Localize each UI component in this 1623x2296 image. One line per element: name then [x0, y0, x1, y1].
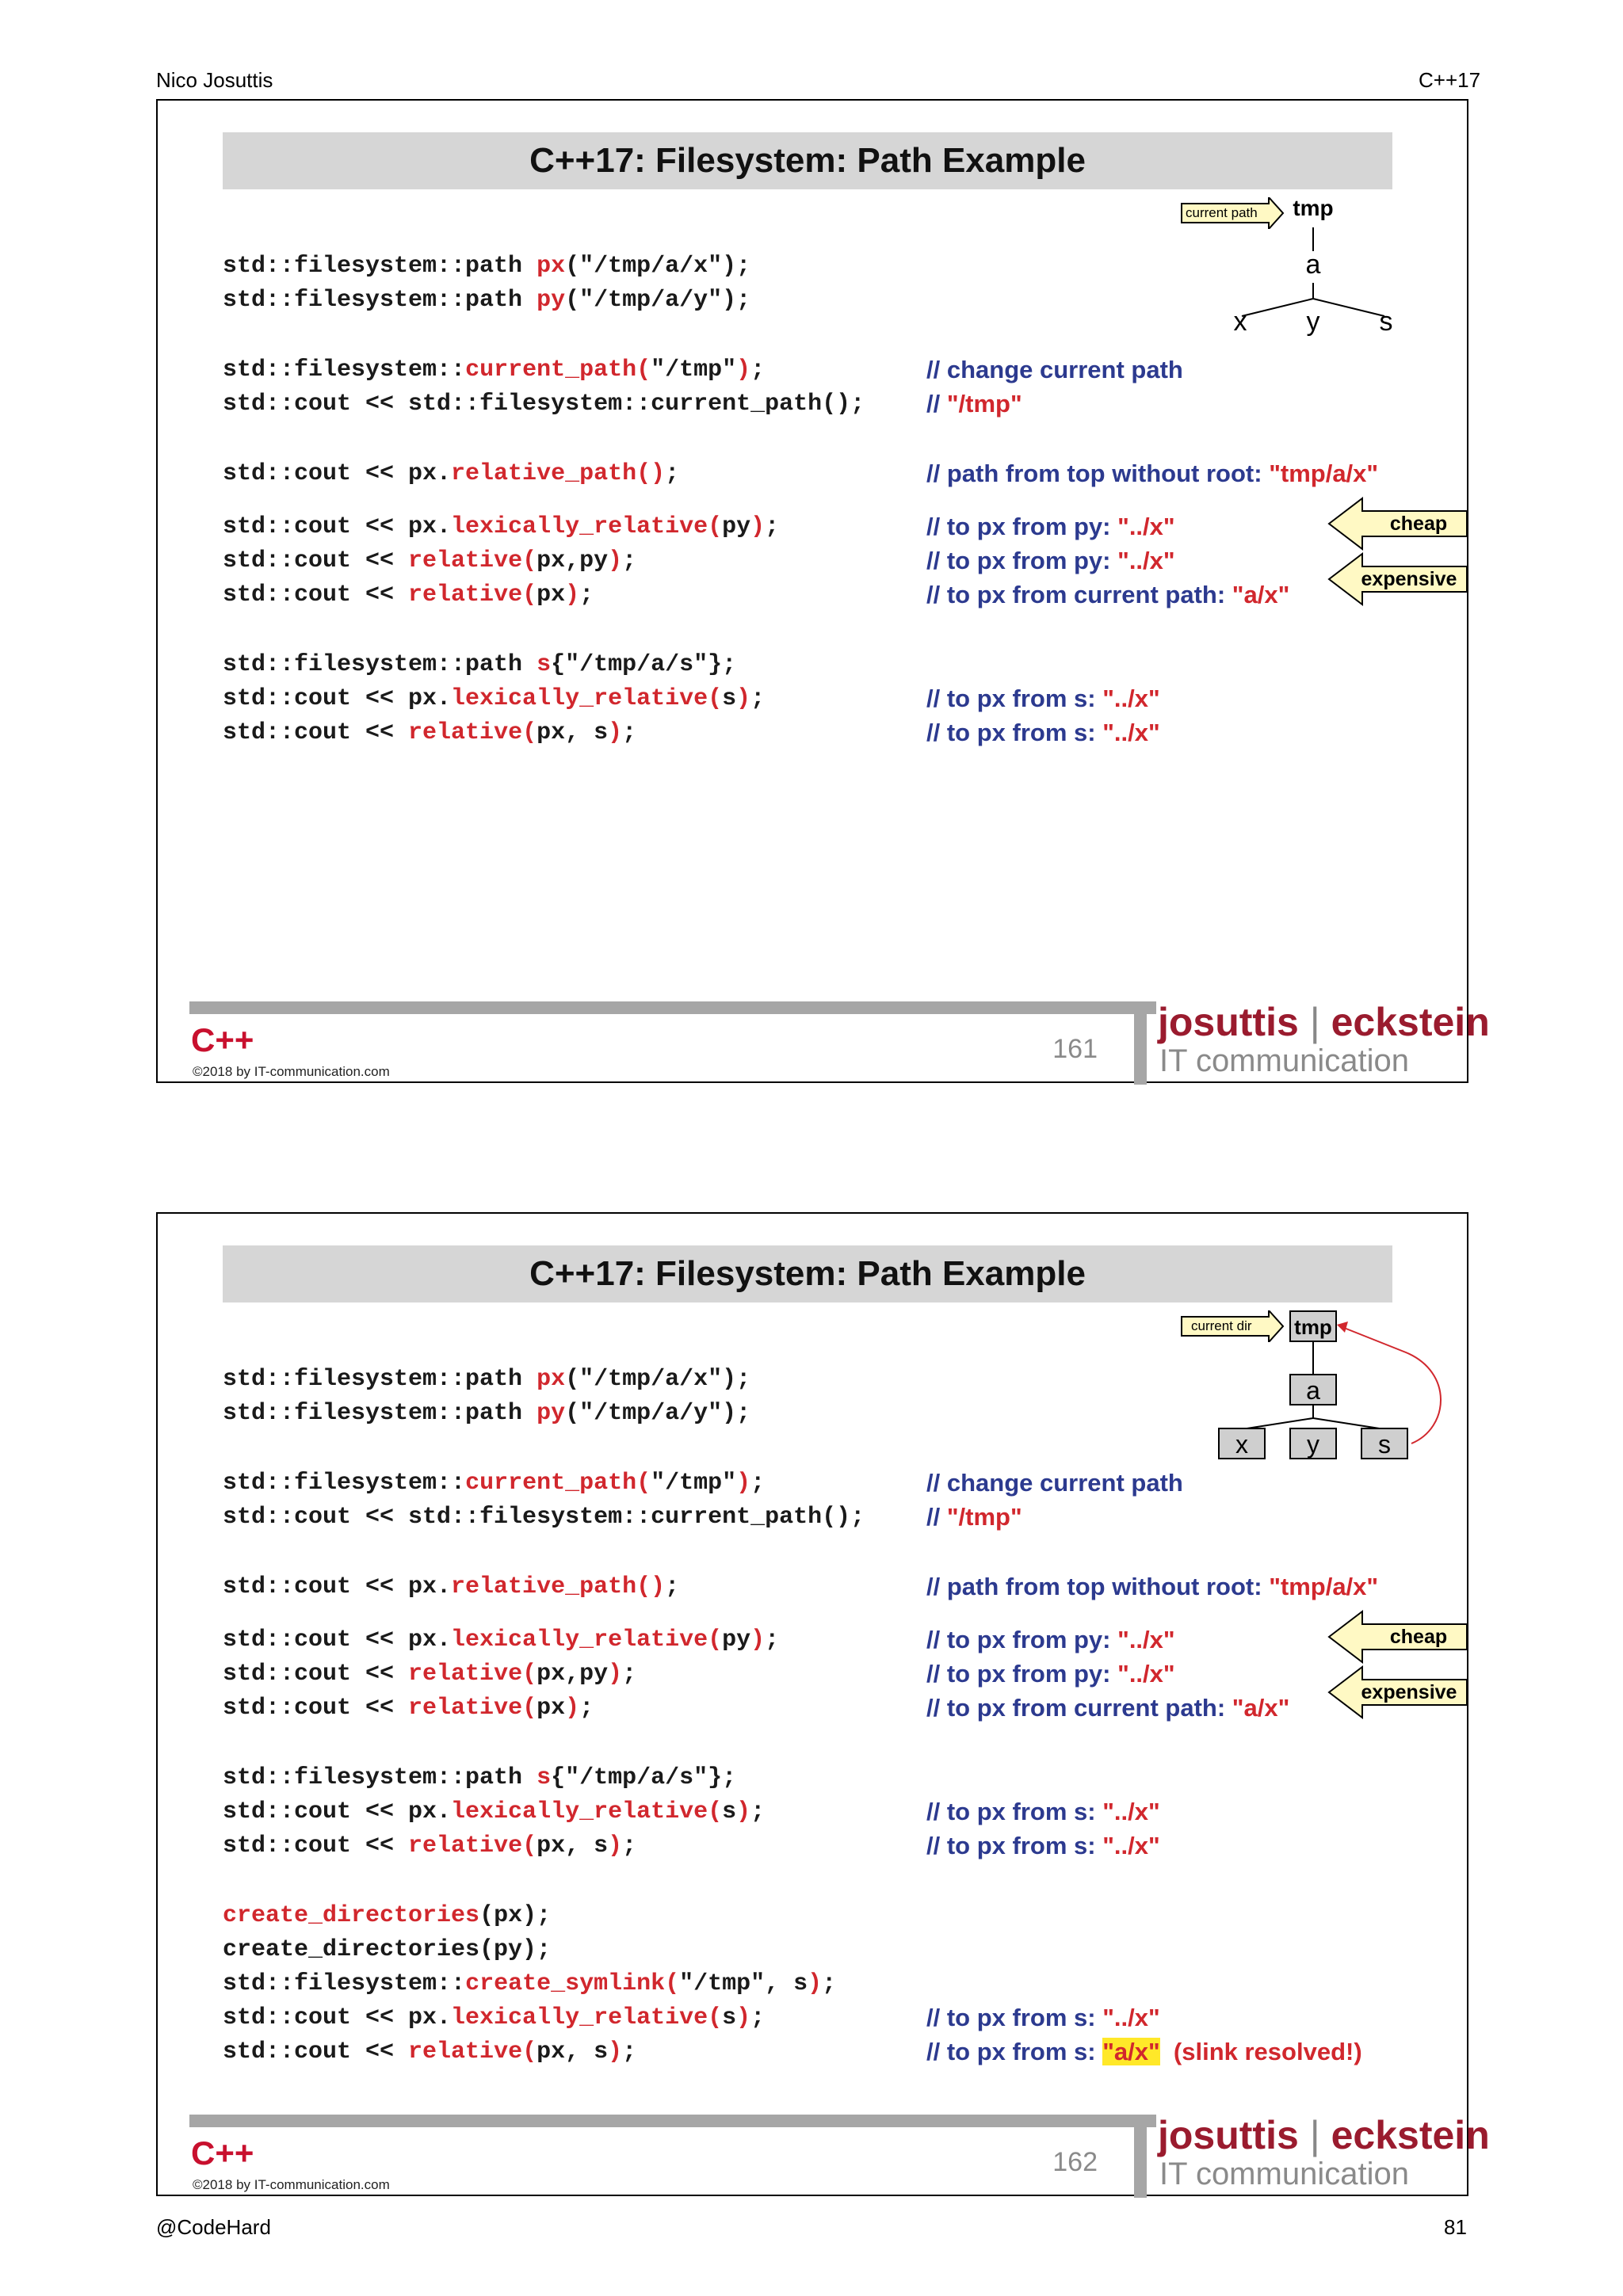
code-comment: // to px from s: "../x"	[926, 2004, 1160, 2031]
code-comment: // to px from py: "../x"	[926, 547, 1175, 574]
code-comment: // to px from py: "../x"	[926, 513, 1175, 540]
copyright: ©2018 by IT-communication.com	[193, 2177, 390, 2192]
code-text: std::filesystem::path s{"/tmp/a/s"};	[223, 1764, 737, 1791]
code-comment: // to px from s: "a/x" (slink resolved!)	[926, 2038, 1362, 2065]
slide-title: C++17: Filesystem: Path Example	[529, 141, 1086, 180]
code-text: std::cout << relative(px);	[223, 1695, 594, 1722]
code-comment: // "/tmp"	[926, 1503, 1022, 1531]
code-comment: // to px from s: "../x"	[926, 1798, 1160, 1825]
code-text: std::cout << relative(px, s);	[223, 719, 637, 746]
code-line	[223, 250, 1392, 283]
page-footer-right: 81	[1444, 2215, 1467, 2239]
code-comment: // change current path	[926, 1469, 1183, 1497]
tree-node-a: a	[1305, 250, 1321, 280]
code-comment: // "/tmp"	[926, 390, 1022, 418]
code-text: std::cout << std::filesystem::current_path();	[223, 1504, 865, 1531]
code-text: std::filesystem::path px("/tmp/a/x");	[223, 253, 751, 280]
code-line	[223, 510, 1392, 543]
brand-logo: josuttis | eckstein	[1158, 1000, 1490, 1044]
tree-node-s: s	[1361, 1428, 1408, 1459]
cpp-logo: C++	[191, 1021, 254, 1058]
code-text: std::cout << px.lexically_relative(s);	[223, 1798, 766, 1825]
code-text: std::cout << px.lexically_relative(py);	[223, 513, 780, 540]
code-text: std::filesystem::current_path("/tmp");	[223, 1470, 766, 1497]
code-line	[223, 1933, 1392, 1966]
code-text: std::cout << px.lexically_relative(s);	[223, 685, 766, 712]
page-header-left: Nico Josuttis	[156, 68, 273, 92]
code-line	[223, 1623, 1392, 1657]
code-text: std::cout << px.lexically_relative(s);	[223, 2004, 766, 2031]
page-header-right: C++17	[1419, 68, 1481, 92]
slide-title-bar	[223, 1245, 1392, 1302]
code-line	[223, 387, 1392, 421]
code-line	[223, 1657, 1392, 1691]
code-line	[223, 1466, 1392, 1500]
code-line	[223, 1501, 1392, 1534]
slide-title-bar	[223, 132, 1392, 189]
footer-bar-vertical	[1134, 2115, 1147, 2198]
code-text: std::cout << px.relative_path();	[223, 460, 680, 487]
code-text: std::cout << px.lexically_relative(py);	[223, 1627, 780, 1653]
code-line	[223, 353, 1392, 387]
slide-number: 161	[1052, 1034, 1098, 1064]
path-tree-diagram: current dir tmp a x y s	[1180, 1309, 1465, 1562]
code-line	[223, 648, 1392, 681]
code-text: create_directories(py);	[223, 1936, 552, 1963]
code-text: std::filesystem::path s{"/tmp/a/s"};	[223, 651, 737, 678]
code-line	[223, 1761, 1392, 1794]
path-tree-diagram: current path tmp a x y s	[1180, 196, 1465, 449]
code-text: std::cout << relative(px,py);	[223, 1661, 637, 1688]
footer-bar	[189, 1001, 1156, 1014]
code-comment: // to px from current path: "a/x"	[926, 581, 1290, 608]
code-line	[223, 1691, 1392, 1725]
tree-node-tmp: tmp	[1293, 196, 1334, 220]
code-comment: // to px from py: "../x"	[926, 1626, 1175, 1653]
footer-bar-vertical	[1134, 1001, 1147, 1085]
code-line	[223, 1795, 1392, 1829]
slide-162: C++17: Filesystem: Path Example current dir tmp a x y s std::filesystem::path px("/tmp/a/x"); std::filesystem::path py("/tmp/a/y"); std::filesystem::current_path("/tmp"); // change current path std::cout << std::filesystem::current_path(); // "/tmp" std::cout << px.relative_path(); // path from top without root: "tmp/a/x" std::cout << px.lexically_relative(py); // to px from py: "../x" std::cout << relative(px,py); // to px from py: "../x" std::cout << relative(px); // to px from current path: "a/x" std::filesystem::path s{"/tmp/a/s"}; std::cout << px.lexically_relative(s); // to px from s: "../x" std::cout << relative(px, s); // to px from s: "../x" create_directories(px); create_directories(py); std::filesystem::create_symlink("/tmp", s); std::cout << px.lexically_relative(s); // to px from s: "../x" std::cout << relative(px, s); // to px from s: "a/x" (slink resolved!) cheap expensive C++ ©2018 by IT-communication.com 162 josuttis | eckstein IT communication	[156, 1212, 1468, 2196]
tree-node-s: s	[1379, 307, 1393, 337]
tree-node-x: x	[1233, 307, 1247, 337]
code-text: std::cout << std::filesystem::current_path();	[223, 391, 865, 418]
slide-161: C++17: Filesystem: Path Example current path tmp a x y s std::filesystem::path px("/tmp/a/x"); std::filesystem::path py("/tmp/a/y"); std::filesystem::current_path("/tmp"); // change current path std::cout << std::filesystem::current_path(); // "/tmp" std::cout << px.relative_path(); // path from top without root: "tmp/a/x" std::cout << px.lexically_relative(py); // to px from py: "../x" std::cout << relative(px,py); // to px from py: "../x" std::cout << relative(px); // to px from current path: "a/x" std::filesystem::path s{"/tmp/a/s"}; std::cout << px.lexically_relative(s); // to px from s: "../x" std::cout << relative(px, s); // to px from s: "../x" cheap expensive C++ ©2018 by IT-communication.com 161 josuttis | eckstein IT communication	[156, 99, 1468, 1083]
footer-bar	[189, 2115, 1156, 2127]
cpp-logo: C++	[191, 2134, 254, 2172]
code-text: std::filesystem::path py("/tmp/a/y");	[223, 1400, 751, 1427]
code-line	[223, 578, 1392, 612]
tree-node-y: y	[1289, 1428, 1337, 1459]
code-line	[223, 716, 1392, 749]
code-comment: // path from top without root: "tmp/a/x"	[926, 460, 1379, 487]
slide-number: 162	[1052, 2147, 1098, 2177]
code-text: std::cout << relative(px,py);	[223, 547, 637, 574]
tree-node-a: a	[1289, 1374, 1337, 1405]
code-text: create_directories(px);	[223, 1902, 552, 1929]
code-line	[223, 1829, 1392, 1863]
brand-logo: josuttis | eckstein	[1158, 2113, 1490, 2157]
code-line	[223, 1397, 1392, 1430]
tree-node-tmp: tmp	[1289, 1310, 1337, 1342]
code-line	[223, 284, 1392, 317]
code-line	[223, 1363, 1392, 1396]
code-text: std::cout << relative(px);	[223, 582, 594, 608]
code-text: std::filesystem::path py("/tmp/a/y");	[223, 287, 751, 314]
code-line	[223, 457, 1392, 490]
code-line	[223, 2035, 1392, 2069]
tree-node-y: y	[1306, 307, 1320, 337]
code-comment: // to px from s: "../x"	[926, 685, 1160, 712]
code-line	[223, 682, 1392, 715]
code-comment: // to px from s: "../x"	[926, 1832, 1160, 1859]
code-text: std::filesystem::path px("/tmp/a/x");	[223, 1366, 751, 1393]
copyright: ©2018 by IT-communication.com	[193, 1064, 390, 1079]
code-comment: // to px from current path: "a/x"	[926, 1694, 1290, 1722]
code-comment: // to px from s: "../x"	[926, 719, 1160, 746]
code-text: std::filesystem::create_symlink("/tmp", s);	[223, 1970, 837, 1997]
code-text: std::cout << relative(px, s);	[223, 1833, 637, 1859]
slide-title: C++17: Filesystem: Path Example	[529, 1254, 1086, 1293]
page-footer-left: @CodeHard	[156, 2215, 271, 2239]
code-comment: // to px from py: "../x"	[926, 1660, 1175, 1688]
brand-tagline: IT communication	[1159, 2157, 1409, 2191]
code-comment: // change current path	[926, 356, 1183, 383]
code-line	[223, 2001, 1392, 2035]
code-line	[223, 544, 1392, 578]
code-text: std::filesystem::current_path("/tmp");	[223, 357, 766, 383]
brand-tagline: IT communication	[1159, 1043, 1409, 1078]
tree-node-x: x	[1218, 1428, 1266, 1459]
code-text: std::cout << relative(px, s);	[223, 2039, 637, 2065]
code-comment: // path from top without root: "tmp/a/x"	[926, 1573, 1379, 1600]
code-line	[223, 1570, 1392, 1604]
code-line	[223, 1967, 1392, 2000]
code-text: std::cout << px.relative_path();	[223, 1573, 680, 1600]
code-line	[223, 1899, 1392, 1932]
